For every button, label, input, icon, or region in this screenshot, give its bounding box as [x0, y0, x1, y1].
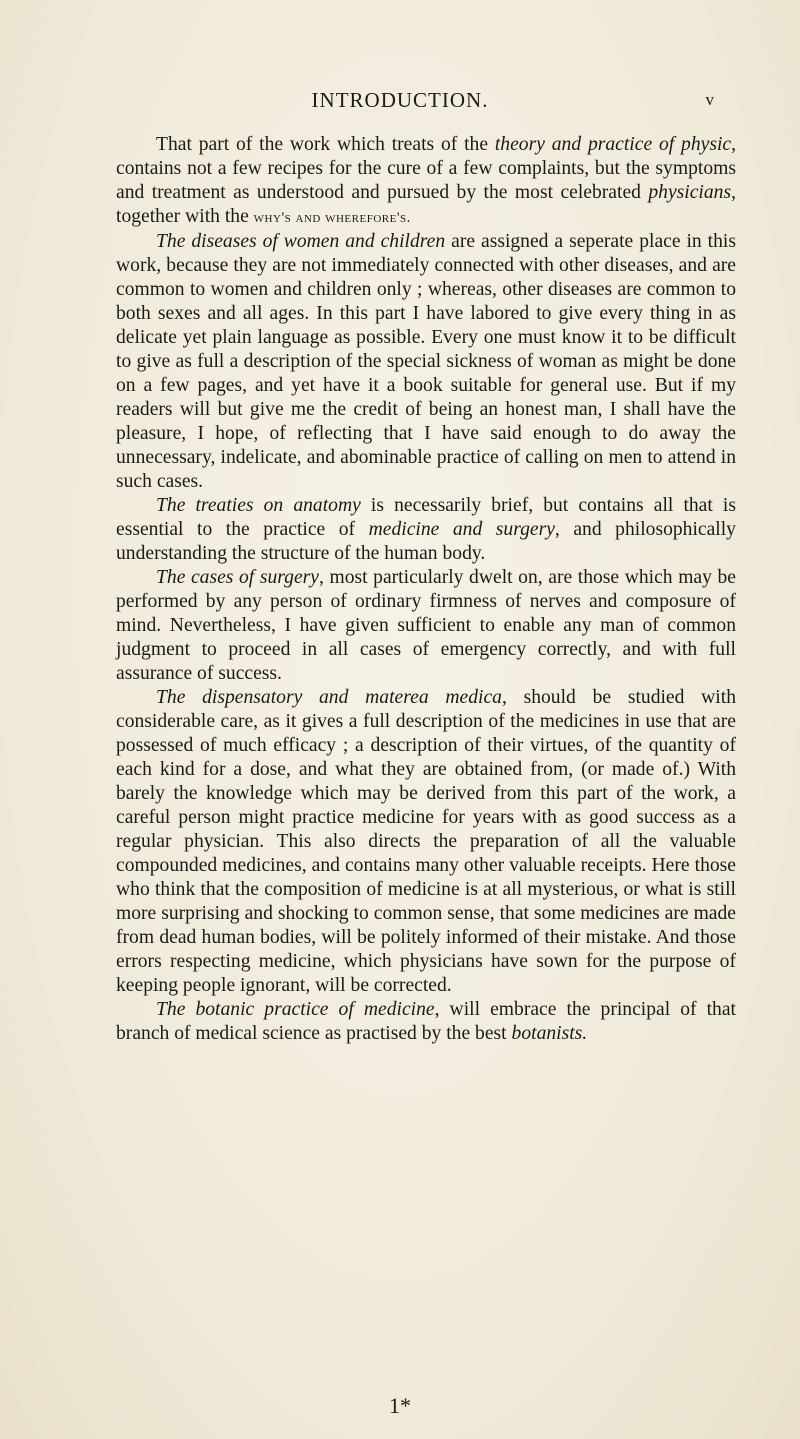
paragraph-botanic — [116, 998, 736, 1046]
text-run: , should be studied with considerable care, as it gives a full description of the medicines in use that are possessed of much efficacy ; a description of their virtues, of the quantity of each kind for a dose, and what they are obtained from, (or made of.) With barely the knowledge which may be derived from this part of the work, a careful person might practice medicine for years with as good success as a regular physician. This also directs the preparation of all the valuable compounded medicines, and contains many other valuable receipts. Here those who think that the composition of medicine is at all mysterious, or what is still more surprising and shocking to common sense, that some medicines are made from dead human bodies, will be politely informed of their mistake. And those errors respecting medicine, which physicians have sown for the purpose of keeping people ignorant, will be corrected. — [116, 687, 736, 996]
page-number: v — [705, 90, 714, 109]
italic-phrase: physicians — [648, 182, 732, 203]
paragraph-dispensatory — [116, 686, 736, 998]
italic-phrase: botanists. — [511, 1023, 588, 1044]
text-run: , together with the — [116, 182, 736, 227]
text-run: are assigned a seperate place in this work, because they are not immediately connected with other diseases, and are common to women and children only ; whereas, other diseases are common to both sexes and all ages. In this part I have labored to give every thing in as delicate yet plain language as possible. Every one must know it to be difficult to give as full a description of the special sickness of woman as might be done on a few pages, and yet have it a book suitable for general use. But if my readers will but give me the credit of being an honest man, I shall have the pleasure, I hope, of reflecting that I have said enough to do away the unnecessary, indelicate, and abominable practice of calling on men to attend in such cases. — [116, 231, 736, 492]
text-run: That part of the work which treats of the — [156, 134, 495, 155]
signature-mark: 1* — [389, 1393, 411, 1418]
text-run: is necessarily brief, but contains all that is essential to the practice of — [116, 495, 736, 540]
paragraph-theory — [116, 133, 736, 230]
paragraph-surgery — [116, 566, 736, 686]
italic-phrase: medicine and surgery — [368, 519, 555, 540]
paragraph-anatomy — [116, 494, 736, 566]
italic-phrase: The botanic practice of medicine — [156, 999, 435, 1020]
running-title: INTRODUCTION. — [311, 88, 489, 112]
text-run: , and philosophically understanding the structure of the human body. — [116, 519, 736, 564]
body-text — [116, 133, 736, 1046]
text-run: , most particularly dwelt on, are those which may be performed by any person of ordinary firmness of nerves and composure of mind. Nevertheless, I have given sufficient to enable any man of common judgment to proceed in all cases of emergency correctly, and with full assurance of success. — [116, 567, 737, 684]
paragraph-women — [116, 230, 736, 494]
italic-phrase: The treaties on anatomy — [156, 495, 361, 516]
italic-phrase: The dispensatory and materea medica — [156, 687, 502, 708]
page-header — [0, 88, 800, 118]
italic-phrase: theory and practice of physic — [494, 134, 732, 155]
text-run: , contains not a few recipes for the cure of a few complaints, but the symptoms and treatment as understood and pursued by the most celebrated — [116, 134, 736, 203]
italic-phrase: The cases of surgery — [156, 567, 319, 588]
small-caps-phrase: why's and wherefore's. — [253, 210, 411, 226]
italic-phrase: The diseases of women and children — [156, 231, 446, 252]
text-run: , will embrace the principal of that branch of medical science as practised by the best — [116, 999, 736, 1044]
